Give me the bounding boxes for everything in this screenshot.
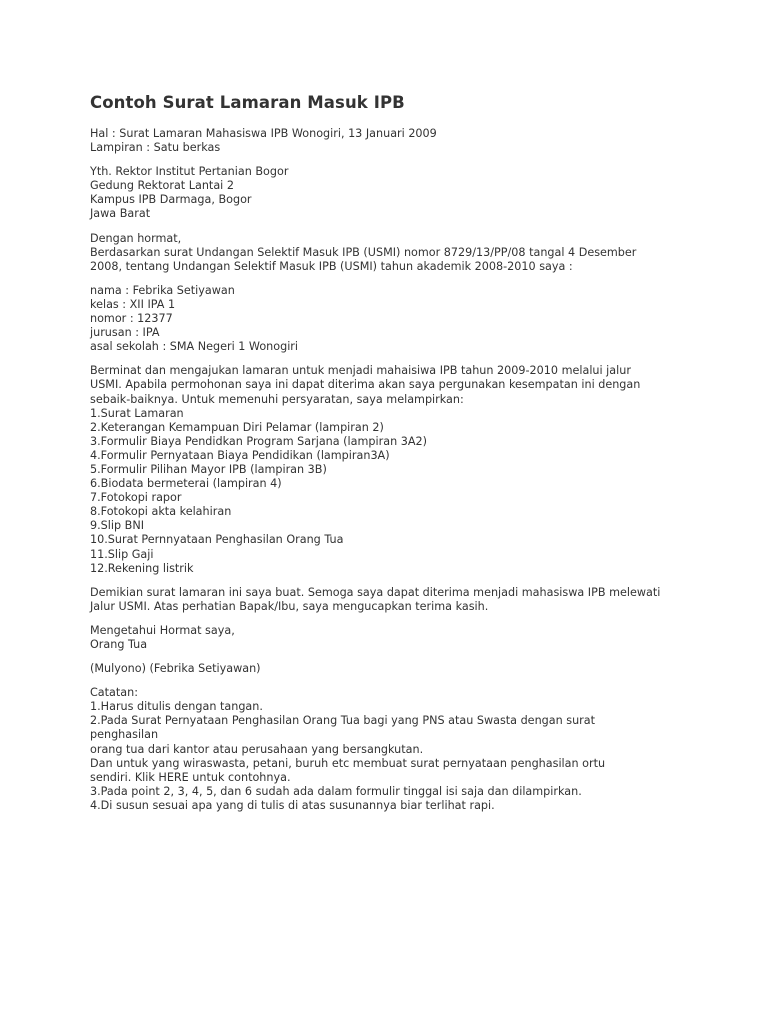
text-line: nama : Febrika Setiyawan xyxy=(90,283,235,297)
document-page xyxy=(90,92,690,823)
text-line: Kampus IPB Darmaga, Bogor xyxy=(90,193,252,207)
text-line: Yth. Rektor Institut Pertanian Bogor xyxy=(90,165,289,179)
text-line: 6.Biodata bermeterai (lampiran 4) xyxy=(90,477,282,491)
text-line: Gedung Rektorat Lantai 2 xyxy=(90,179,234,193)
text-line: Orang Tua xyxy=(90,638,148,651)
text-line: 2008, tentang Undangan Selektif Masuk IPB (USMI) tahun akademik 2008-2010 saya : xyxy=(90,259,573,273)
letter-body xyxy=(90,127,690,813)
text-line: 11.Slip Gaji xyxy=(90,547,154,561)
subject-block xyxy=(90,127,690,155)
text-line: 1.Harus ditulis dengan tangan. xyxy=(90,700,263,714)
text-line: 9.Slip BNI xyxy=(90,519,144,533)
request-block xyxy=(90,364,690,575)
text-line: 12.Rekening listrik xyxy=(90,561,194,575)
opening-block xyxy=(90,232,690,274)
text-line: Lampiran : Satu berkas xyxy=(90,141,221,155)
text-line: (Mulyono) (Febrika Setiyawan) xyxy=(90,662,261,676)
text-line: 5.Formulir Pilihan Mayor IPB (lampiran 3B) xyxy=(90,462,327,476)
document-title: Contoh Surat Lamaran Masuk IPB xyxy=(90,93,405,112)
text-line: 7.Fotokopi rapor xyxy=(90,491,182,505)
text-line: 10.Surat Pernnyataan Penghasilan Orang Tua xyxy=(90,533,344,547)
text-line: kelas : XII IPA 1 xyxy=(90,297,176,311)
text-line: Dan untuk yang wiraswasta, petani, buruh etc membuat surat pernyataan penghasilan ortu xyxy=(90,756,606,770)
text-line: sebaik-baiknya. Untuk memenuhi persyaratan, saya melampirkan: xyxy=(90,392,464,406)
text-line: Berdasarkan surat Undangan Selektif Masuk IPB (USMI) nomor 8729/13/PP/08 tangal 4 Desember xyxy=(90,245,637,259)
text-line: 3.Formulir Biaya Pendidkan Program Sarjana (lampiran 3A2) xyxy=(90,434,427,448)
applicant-info-block xyxy=(90,284,690,354)
text-line: nomor : 12377 xyxy=(90,312,173,326)
text-line: orang tua dari kantor atau perusahaan yang bersangkutan. xyxy=(90,742,424,756)
text-line: 4.Formulir Pernyataan Biaya Pendidikan (lampiran3A) xyxy=(90,448,390,462)
recipient-block xyxy=(90,165,690,221)
closing-block xyxy=(90,586,690,614)
text-line: 2.Keterangan Kemampuan Diri Pelamar (lampiran 2) xyxy=(90,420,384,434)
text-line: 3.Pada point 2, 3, 4, 5, dan 6 sudah ada dalam formulir tinggal isi saja dan dilampirkan. xyxy=(90,784,582,798)
text-line: asal sekolah : SMA Negeri 1 Wonogiri xyxy=(90,340,299,354)
text-line: 8.Fotokopi akta kelahiran xyxy=(90,505,232,519)
signature-names-block xyxy=(90,662,690,676)
text-line: Hal : Surat Lamaran Mahasiswa IPB Wonogiri, 13 Januari 2009 xyxy=(90,127,437,140)
text-line: 2.Pada Surat Pernyataan Penghasilan Orang Tua bagi yang PNS atau Swasta dengan surat xyxy=(90,714,596,728)
text-line: Berminat dan mengajukan lamaran untuk menjadi mahaisiwa IPB tahun 2009-2010 melalui jalur xyxy=(90,364,631,378)
text-line: sendiri. Klik HERE untuk contohnya. xyxy=(90,770,291,784)
text-line: Jawa Barat xyxy=(90,207,151,221)
text-line: USMI. Apabila permohonan saya ini dapat diterima akan saya pergunakan kesempatan ini dengan xyxy=(90,378,641,392)
text-line: Demikian surat lamaran ini saya buat. Semoga saya dapat diterima menjadi mahasiswa IPB melewati xyxy=(90,585,661,599)
text-line: Mengetahui Hormat saya, xyxy=(90,623,235,637)
notes-block xyxy=(90,686,690,813)
text-line: 4.Di susun sesuai apa yang di tulis di atas susunannya biar terlihat rapi. xyxy=(90,798,495,812)
text-line: jurusan : IPA xyxy=(90,326,160,340)
text-line: Dengan hormat, xyxy=(90,231,182,245)
text-line: 1.Surat Lamaran xyxy=(90,406,184,420)
text-line: penghasilan xyxy=(90,728,159,742)
text-line: Jalur USMI. Atas perhatian Bapak/Ibu, saya mengucapkan terima kasih. xyxy=(90,599,489,613)
signature-label-block xyxy=(90,624,690,652)
text-line: Catatan: xyxy=(90,686,139,700)
